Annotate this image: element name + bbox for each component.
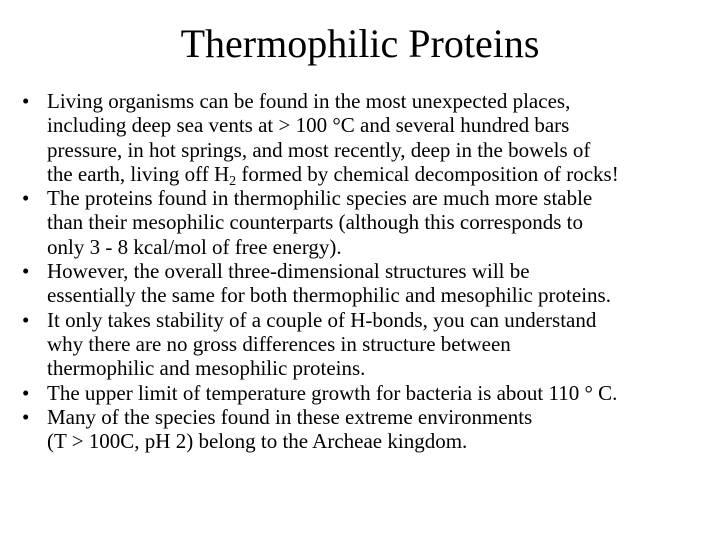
slide-title: Thermophilic Proteins xyxy=(180,21,540,66)
bullet-marker: • xyxy=(22,186,30,211)
bullet-list xyxy=(22,89,712,453)
bullet-item xyxy=(22,89,712,189)
bullet-line: only 3 - 8 kcal/mol of free energy). xyxy=(47,234,342,259)
bullet-line: than their mesophilic counterparts (although this corresponds to xyxy=(47,210,583,235)
bullet-item xyxy=(22,308,712,381)
bullet-marker: • xyxy=(22,259,30,284)
subscript: 2 xyxy=(229,173,237,189)
bullet-marker: • xyxy=(22,404,30,429)
bullet-item xyxy=(22,186,712,259)
bullet-item xyxy=(22,381,712,405)
bullet-line: essentially the same for both thermophilic and mesophilic proteins. xyxy=(47,283,611,308)
bullet-line: pressure, in hot springs, and most recently, deep in the bowels of xyxy=(47,137,591,162)
bullet-line: including deep sea vents at > 100 °C and several hundred bars xyxy=(47,113,570,138)
bullet-line: The upper limit of temperature growth for bacteria is about 110 ° C. xyxy=(47,380,618,405)
bullet-line: why there are no gross differences in structure between xyxy=(47,331,511,356)
bullet-line: The proteins found in thermophilic species are much more stable xyxy=(47,186,593,211)
bullet-line: (T > 100C, pH 2) belong to the Archeae kingdom. xyxy=(47,429,468,454)
bullet-marker: • xyxy=(22,307,30,332)
bullet-line xyxy=(47,161,712,189)
bullet-line: It only takes stability of a couple of H-bonds, you can understand xyxy=(47,307,597,332)
bullet-marker: • xyxy=(22,380,30,405)
bullet-marker: • xyxy=(22,89,30,113)
bullet-item xyxy=(22,405,712,454)
text-run: formed by chemical decomposition of rocks! xyxy=(236,161,619,186)
text-run: the earth, living off H xyxy=(47,161,230,186)
bullet-item xyxy=(22,259,712,308)
bullet-line: Living organisms can be found in the most unexpected places, xyxy=(47,89,571,113)
bullet-line: However, the overall three-dimensional structures will be xyxy=(47,259,530,284)
bullet-line: Many of the species found in these extreme environments xyxy=(47,404,533,429)
bullet-line: thermophilic and mesophilic proteins. xyxy=(47,356,366,381)
